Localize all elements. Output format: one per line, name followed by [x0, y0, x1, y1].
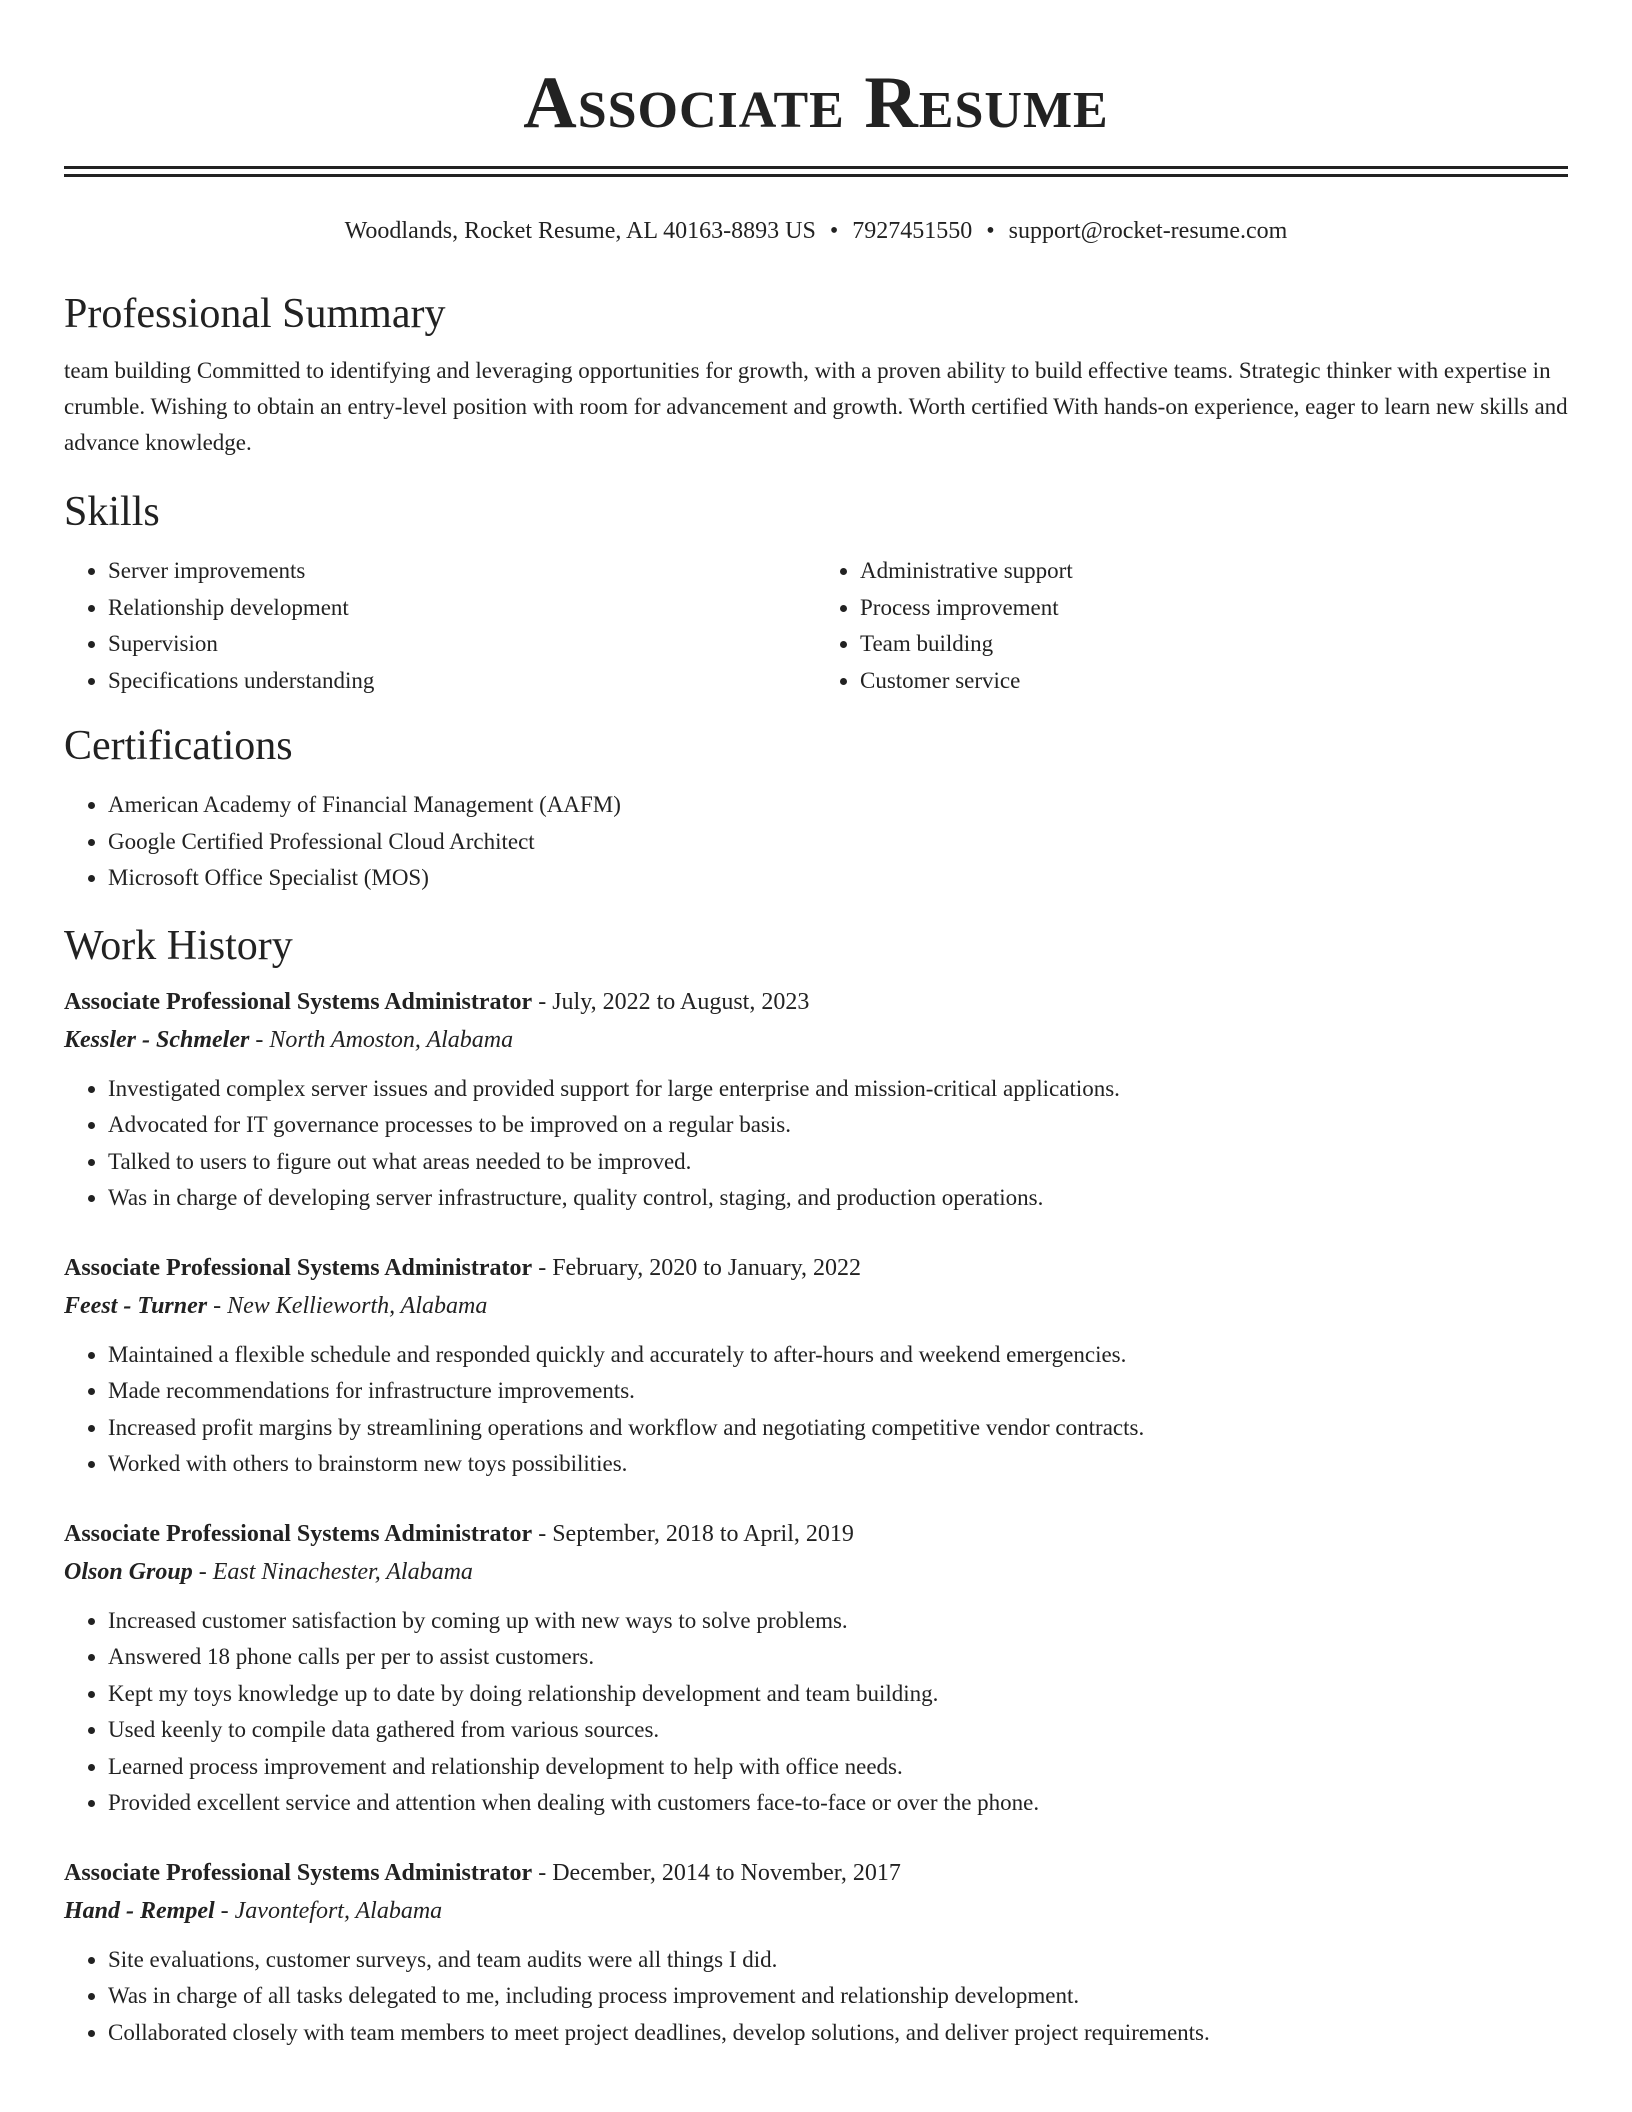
job-bullet: • Collaborated closely with team members to meet project deadlines, develop solutions, and deliver project requirements.: [108, 2015, 1568, 2052]
certifications-list: [64, 787, 1568, 897]
job-location: East Ninachester, Alabama: [212, 1558, 473, 1585]
job-bullet: • Answered 18 phone calls per per to assist customers.: [108, 1639, 1568, 1676]
certification-item: • Microsoft Office Specialist (MOS): [108, 860, 1568, 897]
job-entry: [64, 1515, 1568, 1822]
job-bullet: • Learned process improvement and relationship development to help with office needs.: [108, 1749, 1568, 1786]
contact-separator: •: [829, 218, 839, 244]
job-location: New Kellieworth, Alabama: [227, 1292, 488, 1319]
skills-heading: Skills: [64, 489, 160, 535]
title-divider-top: [64, 166, 1568, 169]
resume-title: Associate Resume: [523, 62, 1109, 144]
title-divider-bottom: [64, 174, 1568, 177]
job-header: [64, 1515, 1568, 1553]
contact-address: Woodlands, Rocket Resume, AL 40163-8893 US: [344, 218, 816, 244]
job-company-line: [64, 1287, 1568, 1325]
certification-item: • Google Certified Professional Cloud Architect: [108, 824, 1568, 861]
job-bullet: • Kept my toys knowledge up to date by doing relationship development and team building.: [108, 1676, 1568, 1713]
skills-list: [64, 553, 1568, 699]
job-bullet: • Was in charge of developing server infrastructure, quality control, staging, and production operations.: [108, 1180, 1568, 1217]
job-dash: -: [532, 1254, 553, 1281]
job-dash: -: [249, 1026, 270, 1053]
job-bullets: [64, 1337, 1568, 1483]
job-header: [64, 1854, 1568, 1892]
job-company-line: [64, 1892, 1568, 1930]
job-bullets: [64, 1942, 1568, 2052]
job-bullet: • Was in charge of all tasks delegated to me, including process improvement and relationship development.: [108, 1978, 1568, 2015]
certification-item: • American Academy of Financial Management (AAFM): [108, 787, 1568, 824]
job-dash: -: [532, 988, 553, 1015]
job-company: Feest - Turner: [64, 1292, 208, 1319]
job-bullet: • Maintained a flexible schedule and responded quickly and accurately to after-hours and weekend emergencies.: [108, 1337, 1568, 1374]
job-dash: -: [192, 1558, 213, 1585]
job-dash: -: [532, 1520, 553, 1547]
job-bullets: [64, 1603, 1568, 1822]
skill-item: • Relationship development: [108, 590, 816, 627]
job-bullet: • Made recommendations for infrastructure improvements.: [108, 1373, 1568, 1410]
skill-item: • Process improvement: [860, 590, 1568, 627]
resume-page: [64, 0, 1568, 2051]
job-location: Javontefort, Alabama: [234, 1897, 443, 1924]
contact-phone: 7927451550: [852, 218, 973, 244]
job-entry: [64, 1249, 1568, 1483]
skill-item: • Customer service: [860, 663, 1568, 700]
job-bullet: • Increased customer satisfaction by coming up with new ways to solve problems.: [108, 1603, 1568, 1640]
job-bullet: • Provided excellent service and attention when dealing with customers face-to-face or over the phone.: [108, 1785, 1568, 1822]
job-company: Olson Group: [64, 1558, 193, 1585]
skill-item: • Specifications understanding: [108, 663, 816, 700]
job-bullet: • Site evaluations, customer surveys, and team audits were all things I did.: [108, 1942, 1568, 1979]
job-company: Kessler - Schmeler: [64, 1026, 250, 1053]
job-dates: July, 2022 to August, 2023: [552, 988, 810, 1015]
job-role: Associate Professional Systems Administrator: [64, 1520, 533, 1547]
job-entry: [64, 983, 1568, 1217]
job-bullet: • Used keenly to compile data gathered from various sources.: [108, 1712, 1568, 1749]
job-role: Associate Professional Systems Administrator: [64, 1254, 533, 1281]
work-history-heading: Work History: [64, 922, 293, 969]
certifications-heading: Certifications: [64, 723, 293, 769]
job-dates: September, 2018 to April, 2019: [552, 1520, 854, 1547]
job-bullet: • Worked with others to brainstorm new toys possibilities.: [108, 1446, 1568, 1483]
job-header: [64, 1249, 1568, 1287]
job-bullet: • Increased profit margins by streamlining operations and workflow and negotiating competitive vendor contracts.: [108, 1410, 1568, 1447]
job-company-line: [64, 1553, 1568, 1591]
job-dash: -: [214, 1897, 235, 1924]
job-dash: -: [532, 1859, 553, 1886]
job-location: North Amoston, Alabama: [269, 1026, 514, 1053]
skill-item: • Team building: [860, 626, 1568, 663]
job-role: Associate Professional Systems Administrator: [64, 988, 533, 1015]
job-dash: -: [207, 1292, 228, 1319]
job-header: [64, 983, 1568, 1021]
contact-line: [64, 215, 1568, 247]
job-bullets: [64, 1071, 1568, 1217]
skills-column-right: [816, 553, 1568, 699]
skill-item: • Server improvements: [108, 553, 816, 590]
job-bullet: • Investigated complex server issues and provided support for large enterprise and mission-critical applications.: [108, 1071, 1568, 1108]
job-bullet: • Talked to users to figure out what areas needed to be improved.: [108, 1144, 1568, 1181]
skills-column-left: [64, 553, 816, 699]
job-role: Associate Professional Systems Administrator: [64, 1859, 533, 1886]
job-company: Hand - Rempel: [64, 1897, 215, 1924]
job-dates: February, 2020 to January, 2022: [552, 1254, 862, 1281]
job-company-line: [64, 1021, 1568, 1059]
job-dates: December, 2014 to November, 2017: [552, 1859, 901, 1886]
job-entry: [64, 1854, 1568, 2052]
summary-heading: Professional Summary: [64, 291, 446, 337]
job-bullet: • Advocated for IT governance processes to be improved on a regular basis.: [108, 1107, 1568, 1144]
contact-email: support@rocket-resume.com: [1008, 218, 1288, 244]
skill-item: • Administrative support: [860, 553, 1568, 590]
skill-item: • Supervision: [108, 626, 816, 663]
summary-text: team building Committed to identifying and leveraging opportunities for growth, with a proven ability to build effective teams. Strategic thinker with expertise in crumble. Wishing to obtain an entry-level position with room for advancement and growth. Worth certified With hands-on experience, eager to learn new skills and advance knowledge.: [64, 358, 1568, 455]
contact-separator: •: [986, 218, 995, 244]
